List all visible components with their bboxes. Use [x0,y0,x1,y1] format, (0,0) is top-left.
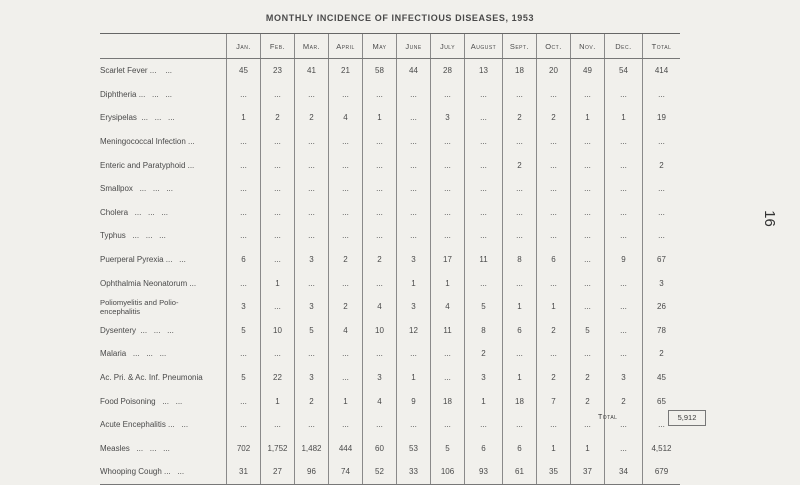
count-cell: ... [397,130,431,154]
count-cell: 414 [643,59,681,83]
count-cell: ... [227,130,261,154]
disease-name: Measles ... ... ... [100,443,170,453]
table-row [100,59,680,83]
count-cell: ... [329,177,363,201]
count-cell: ... [537,224,571,248]
count-cell: ... [571,83,605,107]
count-cell: ... [329,201,363,225]
count-cell: ... [571,130,605,154]
count-cell: ... [465,177,503,201]
count-cell: ... [503,130,537,154]
total-label: Total [598,414,618,421]
count-cell: ... [643,83,681,107]
table-row [100,106,680,130]
count-cell: ... [431,201,465,225]
count-cell: 1 [261,389,295,413]
column-header: Dec. [605,34,643,59]
disease-name: Meningococcal Infection ... [100,137,195,147]
count-cell: 9 [397,389,431,413]
count-cell: 2 [295,106,329,130]
disease-name: Typhus ... ... ... [100,231,166,241]
count-cell: 3 [605,366,643,390]
count-cell: ... [537,413,571,437]
count-cell: ... [397,83,431,107]
count-cell: ... [465,83,503,107]
disease-name: Dysentery ... ... ... [100,325,174,335]
count-cell: 2 [643,153,681,177]
count-cell: ... [605,130,643,154]
count-cell: ... [643,130,681,154]
count-cell: ... [643,201,681,225]
count-cell: ... [363,271,397,295]
count-cell: 53 [397,437,431,461]
count-cell: 4 [363,389,397,413]
count-cell: ... [431,366,465,390]
page-number: 16 [761,210,779,227]
column-header: Total [643,34,681,59]
count-cell: ... [329,366,363,390]
count-cell: ... [503,201,537,225]
count-cell: 2 [537,319,571,343]
count-cell: 20 [537,59,571,83]
count-cell: ... [329,271,363,295]
disease-name: Food Poisoning ... ... [100,396,183,406]
column-header: April [329,34,363,59]
disease-name: Erysipelas ... ... ... [100,113,175,123]
count-cell: 3 [465,366,503,390]
count-cell: 6 [537,248,571,272]
count-cell: ... [537,130,571,154]
count-cell: 12 [397,319,431,343]
count-cell: 10 [261,319,295,343]
count-cell: ... [537,177,571,201]
table-body [100,59,680,485]
column-header: Jan. [227,34,261,59]
count-cell: 2 [295,389,329,413]
count-cell: 74 [329,460,363,484]
count-cell: ... [605,177,643,201]
count-cell: 52 [363,460,397,484]
count-cell: ... [643,413,681,437]
count-cell: 21 [329,59,363,83]
disease-name: Ac. Pri. & Ac. Inf. Pneumonia [100,373,203,383]
count-cell: 9 [605,248,643,272]
count-cell: 49 [571,59,605,83]
count-cell: 5 [227,366,261,390]
count-cell: 3 [295,366,329,390]
count-cell: 3 [295,295,329,319]
count-cell: ... [465,413,503,437]
count-cell: ... [261,342,295,366]
count-cell: ... [537,201,571,225]
count-cell: ... [605,224,643,248]
page-title: MONTHLY INCIDENCE OF INFECTIOUS DISEASES, 1953 [265,13,535,23]
count-cell: 1 [571,437,605,461]
count-cell: ... [431,83,465,107]
count-cell: ... [363,83,397,107]
count-cell: 679 [643,460,681,484]
count-cell: 58 [363,59,397,83]
count-cell: ... [431,130,465,154]
count-cell: 45 [227,59,261,83]
count-cell: ... [363,224,397,248]
disease-name: Smallpox ... ... ... [100,184,173,194]
count-cell: ... [261,83,295,107]
table-row [100,413,680,437]
count-cell: 54 [605,59,643,83]
count-cell: 22 [261,366,295,390]
count-cell: ... [571,201,605,225]
count-cell: 4,512 [643,437,681,461]
count-cell: 1 [397,271,431,295]
column-header: May [363,34,397,59]
count-cell: 18 [503,389,537,413]
count-cell: 3 [363,366,397,390]
count-cell: 8 [465,319,503,343]
count-cell: 4 [329,319,363,343]
count-cell: ... [295,201,329,225]
count-cell: 5 [227,319,261,343]
table-row [100,295,680,319]
disease-name: Enteric and Paratyphoid ... [100,160,195,170]
count-cell: ... [571,342,605,366]
count-cell: ... [329,153,363,177]
table-row [100,271,680,295]
count-cell: 7 [537,389,571,413]
disease-name: Whooping Cough ... ... [100,460,227,484]
count-cell: ... [227,271,261,295]
count-cell: ... [329,413,363,437]
count-cell: ... [295,271,329,295]
count-cell: ... [363,413,397,437]
table-header-row [100,34,680,59]
count-cell: 5 [571,319,605,343]
count-cell: ... [605,153,643,177]
count-cell: ... [227,83,261,107]
count-cell: 444 [329,437,363,461]
count-cell: ... [605,319,643,343]
count-cell: ... [261,224,295,248]
count-cell: 5 [431,437,465,461]
count-cell: ... [571,248,605,272]
count-cell: ... [295,413,329,437]
count-cell: ... [227,177,261,201]
count-cell: ... [431,413,465,437]
column-header: Sept. [503,34,537,59]
count-cell: 96 [295,460,329,484]
count-cell: ... [295,224,329,248]
table-row [100,437,680,461]
disease-name: Puerperal Pyrexia ... ... [100,255,186,265]
count-cell: 702 [227,437,261,461]
disease-name: Poliomyelitis and Polio- encephalitis [100,297,179,316]
count-cell: 3 [643,271,681,295]
count-cell: 3 [397,295,431,319]
count-cell: ... [261,201,295,225]
count-cell: 28 [431,59,465,83]
count-cell: 27 [261,460,295,484]
count-cell: ... [605,295,643,319]
count-cell: ... [503,83,537,107]
count-cell: ... [397,201,431,225]
column-header: Nov. [571,34,605,59]
count-cell: ... [605,271,643,295]
count-cell: ... [503,224,537,248]
column-header: Oct. [537,34,571,59]
count-cell: 1 [503,366,537,390]
count-cell: 2 [571,389,605,413]
count-cell: ... [261,295,295,319]
count-cell: 2 [503,106,537,130]
count-cell: 2 [363,248,397,272]
incidence-table [100,33,680,485]
count-cell: 2 [605,389,643,413]
count-cell: 1 [397,366,431,390]
count-cell: 1 [227,106,261,130]
count-cell: ... [329,224,363,248]
count-cell: ... [465,271,503,295]
count-cell: 44 [397,59,431,83]
count-cell: 3 [227,295,261,319]
count-cell: 1 [465,389,503,413]
table-row [100,319,680,343]
count-cell: ... [227,224,261,248]
count-cell: 8 [503,248,537,272]
column-header: July [431,34,465,59]
disease-name: Malaria ... ... ... [100,349,167,359]
count-cell: 2 [503,153,537,177]
count-cell: ... [537,271,571,295]
column-header: Feb. [261,34,295,59]
count-cell: 3 [431,106,465,130]
count-cell: 2 [571,366,605,390]
count-cell: 6 [503,437,537,461]
count-cell: ... [397,413,431,437]
count-cell: ... [295,177,329,201]
count-cell: ... [329,342,363,366]
count-cell: 23 [261,59,295,83]
disease-name: Ophthalmia Neonatorum ... [100,278,197,288]
count-cell: 4 [329,106,363,130]
count-cell: 61 [503,460,537,484]
count-cell: ... [397,342,431,366]
grand-total-value: 5,912 [668,410,706,426]
count-cell: ... [397,177,431,201]
count-cell: ... [605,342,643,366]
count-cell: 2 [537,366,571,390]
count-cell: 11 [431,319,465,343]
table-row [100,224,680,248]
count-cell: ... [261,248,295,272]
table-row [100,130,680,154]
count-cell: ... [295,153,329,177]
count-cell: 1 [571,106,605,130]
count-cell: ... [261,153,295,177]
count-cell: ... [571,271,605,295]
count-cell: 35 [537,460,571,484]
count-cell: 4 [363,295,397,319]
table-row [100,201,680,225]
count-cell: 67 [643,248,681,272]
count-cell: ... [227,153,261,177]
count-cell: ... [363,177,397,201]
table-row [100,177,680,201]
disease-name: Cholera ... ... ... [100,207,169,217]
count-cell: ... [465,130,503,154]
count-cell: 18 [503,59,537,83]
count-cell: ... [571,413,605,437]
count-cell: ... [571,224,605,248]
table-row [100,83,680,107]
count-cell: ... [465,201,503,225]
count-cell: 2 [329,295,363,319]
count-cell: 13 [465,59,503,83]
column-header: June [397,34,431,59]
count-cell: ... [571,153,605,177]
count-cell: 1 [503,295,537,319]
count-cell: ... [329,130,363,154]
table-row [100,460,680,484]
count-cell: ... [227,201,261,225]
count-cell: ... [431,224,465,248]
count-cell: ... [465,106,503,130]
count-cell: ... [363,201,397,225]
count-cell: ... [503,271,537,295]
count-cell: ... [261,130,295,154]
count-cell: 6 [503,319,537,343]
count-cell: ... [329,83,363,107]
count-cell: ... [643,177,681,201]
disease-name: Scarlet Fever ... ... [100,66,173,76]
count-cell: ... [537,153,571,177]
header-blank [100,34,227,59]
count-cell: ... [431,153,465,177]
count-cell: ... [605,83,643,107]
count-cell: ... [397,106,431,130]
count-cell: ... [227,342,261,366]
count-cell: 41 [295,59,329,83]
count-cell: 34 [605,460,643,484]
count-cell: 5 [465,295,503,319]
count-cell: 33 [397,460,431,484]
count-cell: ... [227,413,261,437]
count-cell: ... [397,224,431,248]
count-cell: 1 [261,271,295,295]
count-cell: ... [503,177,537,201]
count-cell: ... [605,201,643,225]
count-cell: 37 [571,460,605,484]
count-cell: ... [643,224,681,248]
count-cell: ... [363,130,397,154]
count-cell: ... [363,153,397,177]
count-cell: ... [465,224,503,248]
count-cell: 6 [227,248,261,272]
count-cell: ... [571,295,605,319]
count-cell: ... [465,153,503,177]
count-cell: ... [431,177,465,201]
count-cell: 2 [329,248,363,272]
count-cell: 2 [261,106,295,130]
count-cell: 6 [465,437,503,461]
count-cell: 4 [431,295,465,319]
count-cell: ... [503,413,537,437]
count-cell: 5 [295,319,329,343]
count-cell: 1 [363,106,397,130]
count-cell: 17 [431,248,465,272]
count-cell: 1 [605,106,643,130]
count-cell: 1 [537,437,571,461]
count-cell: ... [503,342,537,366]
count-cell: 19 [643,106,681,130]
count-cell: 45 [643,366,681,390]
count-cell: 3 [295,248,329,272]
count-cell: 31 [227,460,261,484]
count-cell: ... [605,413,643,437]
count-cell: 10 [363,319,397,343]
count-cell: 60 [363,437,397,461]
table-row [100,389,680,413]
count-cell: ... [295,83,329,107]
count-cell: ... [295,342,329,366]
count-cell: 11 [465,248,503,272]
count-cell: 65 [643,389,681,413]
count-cell: 18 [431,389,465,413]
column-header: Mar. [295,34,329,59]
count-cell: ... [295,130,329,154]
table-row [100,366,680,390]
count-cell: 2 [465,342,503,366]
count-cell: 1 [329,389,363,413]
count-cell: 1,752 [261,437,295,461]
table-row [100,153,680,177]
count-cell: 93 [465,460,503,484]
count-cell: ... [537,83,571,107]
column-header: August [465,34,503,59]
count-cell: ... [261,177,295,201]
count-cell: ... [227,389,261,413]
disease-name: Acute Encephalitis ... ... [100,420,189,430]
count-cell: 26 [643,295,681,319]
count-cell: ... [261,413,295,437]
count-cell: 3 [397,248,431,272]
count-cell: ... [571,177,605,201]
count-cell: 1,482 [295,437,329,461]
count-cell: ... [537,342,571,366]
count-cell: 1 [537,295,571,319]
count-cell: ... [397,153,431,177]
count-cell: 2 [643,342,681,366]
count-cell: 106 [431,460,465,484]
count-cell: ... [363,342,397,366]
count-cell: ... [605,437,643,461]
count-cell: 78 [643,319,681,343]
table-row [100,342,680,366]
disease-name: Diphtheria ... ... ... [100,89,173,99]
count-cell: 1 [431,271,465,295]
count-cell: ... [431,342,465,366]
table-row [100,248,680,272]
count-cell: 2 [537,106,571,130]
